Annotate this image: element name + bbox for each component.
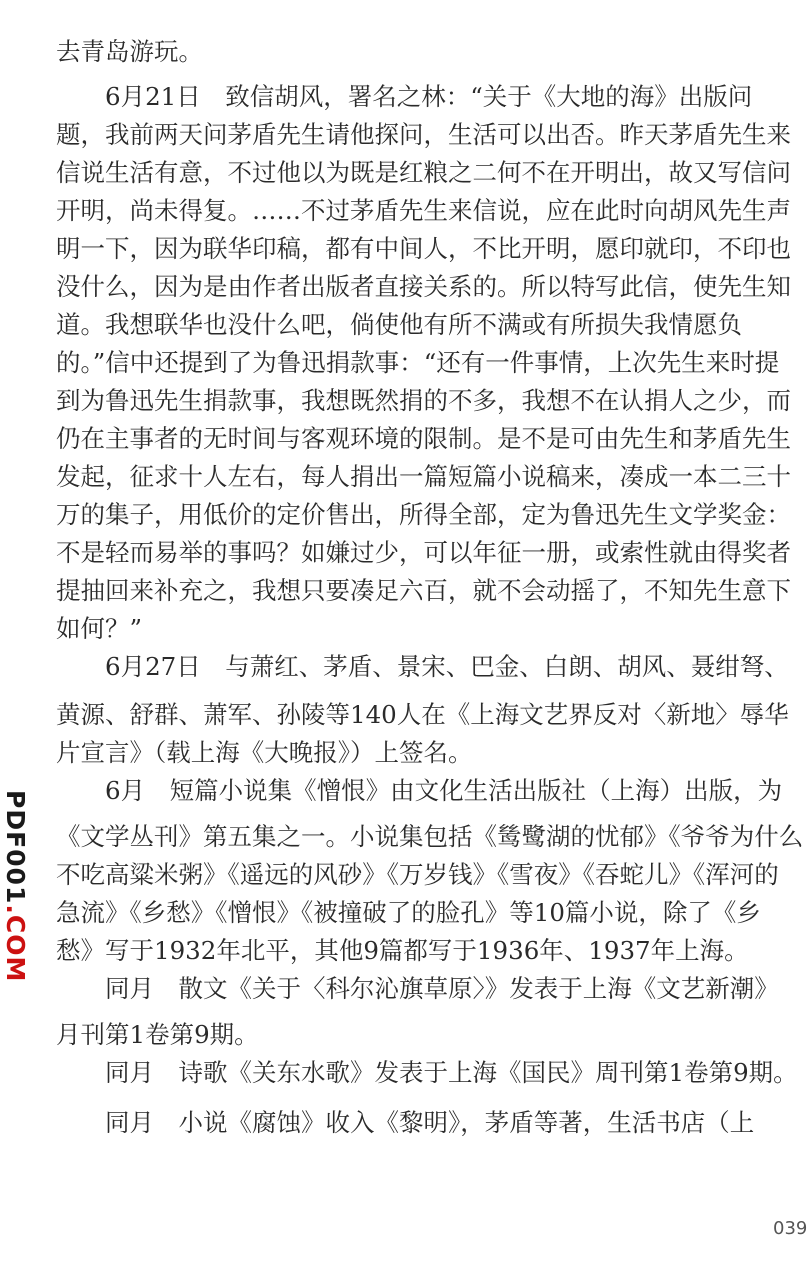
text-line: 黄源、舒群、萧军、孙陵等140人在《上海文艺界反对〈新地〉辱华 [56, 700, 789, 729]
watermark [1, 790, 29, 982]
text-line: 月刊第1卷第9期。 [56, 1020, 259, 1049]
text-line: 信说生活有意，不过他以为既是红粮之二何不在开明出，故又写信问 [56, 158, 791, 187]
text-line: 的。”信中还提到了为鲁迅捐款事：“还有一件事情，上次先生来时提 [56, 348, 780, 377]
text-line: 明一下，因为联华印稿，都有中间人，不比开明，愿印就印，不印也 [56, 234, 791, 263]
text-line: 同月 小说《腐蚀》收入《黎明》，茅盾等著，生活书店（上 [56, 1108, 755, 1137]
text-line: 去青岛游玩。 [56, 37, 203, 66]
text-line: 仍在主事者的无时间与客观环境的限制。是不是可由先生和茅盾先生 [56, 424, 791, 453]
text-line: 6月27日 与萧红、茅盾、景宋、巴金、白朗、胡风、聂绀弩、 [56, 652, 789, 681]
text-line: 同月 散文《关于〈科尔沁旗草原〉》发表于上海《文艺新潮》 [56, 974, 779, 1003]
text-line: 不吃高粱米粥》《遥远的风砂》《万岁钱》《雪夜》《吞蛇儿》《浑河的 [56, 860, 779, 889]
text-line: 万的集子，用低价的定价售出，所得全部，定为鲁迅先生文学奖金： [56, 500, 791, 529]
text-line: 急流》《乡愁》《憎恨》《被撞破了的脸孔》等10篇小说，除了《乡 [56, 898, 761, 927]
text-line: 《文学丛刊》第五集之一。小说集包括《鸶鹭湖的忧郁》《爷爷为什么 [56, 822, 804, 851]
watermark-part-pdf001: PDF001 [1, 790, 30, 905]
page-number: 039 [773, 1218, 807, 1239]
text-line: 发起，征求十人左右，每人捐出一篇短篇小说稿来，凑成一本二三十 [56, 462, 791, 491]
text-line: 愁》写于1932年北平，其他9篇都写于1936年、1937年上海。 [56, 936, 749, 965]
text-line: 如何？” [56, 614, 143, 643]
text-line: 6月21日 致信胡风，署名之林：“关于《大地的海》出版问 [56, 82, 753, 111]
text-line: 开明，尚未得复。……不过茅盾先生来信说，应在此时向胡风先生声 [56, 196, 791, 225]
text-line: 没什么，因为是由作者出版者直接关系的。所以特写此信，使先生知 [56, 272, 791, 301]
watermark-part-com: .COM [1, 904, 30, 983]
text-line: 片宣言》（载上海《大晚报》）上签名。 [56, 738, 473, 767]
text-line: 道。我想联华也没什么吧，倘使他有所不满或有所损失我情愿负 [56, 310, 742, 339]
text-line: 6月 短篇小说集《憎恨》由文化生活出版社（上海）出版，为 [56, 776, 783, 805]
text-line: 同月 诗歌《关东水歌》发表于上海《国民》周刊第1卷第9期。 [56, 1058, 798, 1087]
text-line: 不是轻而易举的事吗？如嫌过少，可以年征一册，或索性就由得奖者 [56, 538, 791, 567]
text-line: 提抽回来补充之，我想只要凑足六百，就不会动摇了，不知先生意下 [56, 576, 791, 605]
text-line: 到为鲁迅先生捐款事，我想既然捐的不多，我想不在认捐人之少，而 [56, 386, 791, 415]
text-line: 题，我前两天问茅盾先生请他探问，生活可以出否。昨天茅盾先生来 [56, 120, 791, 149]
